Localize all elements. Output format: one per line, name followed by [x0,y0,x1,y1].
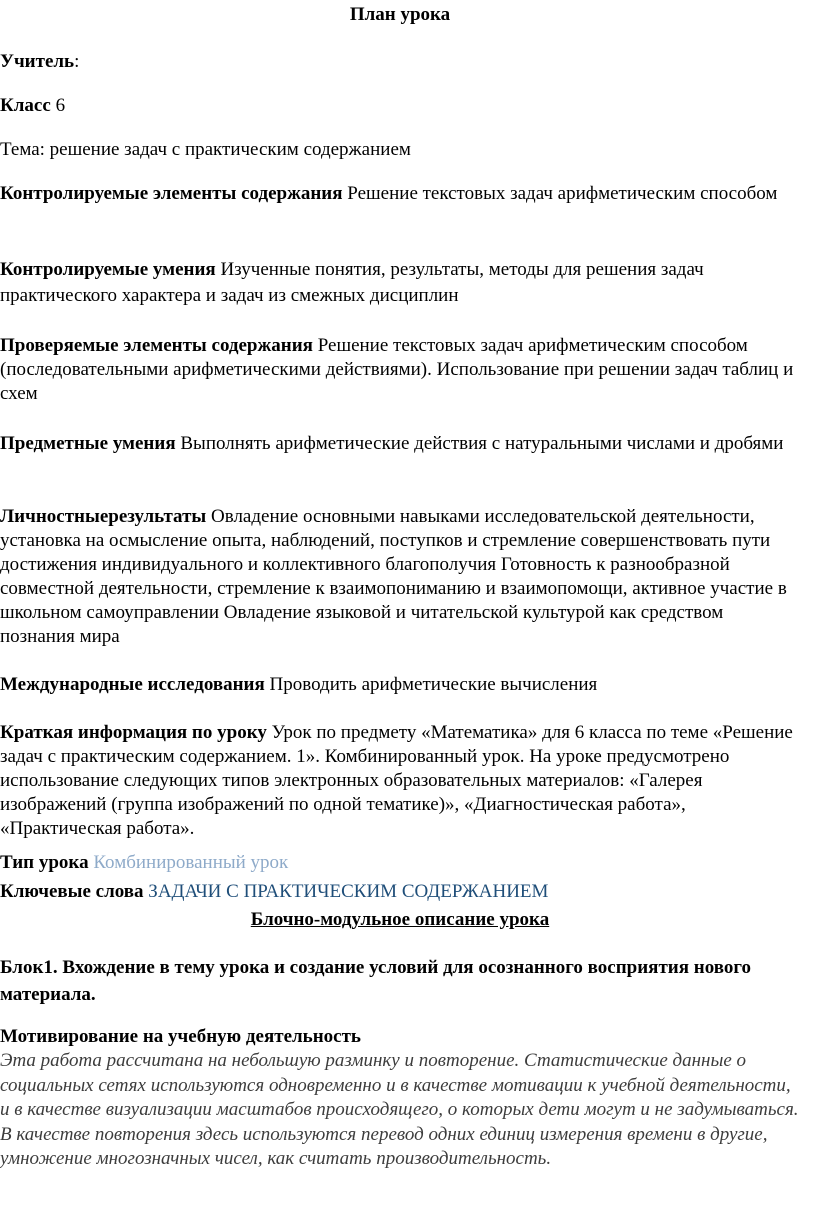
keywords-label: Ключевые слова [0,881,144,902]
lesson-type-label: Тип урока [0,852,89,873]
keywords-value: ЗАДАЧИ С ПРАКТИЧЕСКИМ СОДЕРЖАНИЕМ [148,881,549,902]
teacher-sep: : [74,51,80,72]
lesson-type-value: Комбинированный урок [93,852,289,873]
subject-skills [0,432,800,456]
block-modular-heading: Блочно-модульное описание урока [250,909,550,930]
subject-skills-label: Предметные умения [0,433,176,454]
checked-content [0,334,800,406]
teacher-label: Учитель [0,51,75,72]
personal-results-text: Овладение основными навыками исследовательской деятельности, установка на осмысление опыта, наблюдений, поступков и стремление совершенствовать пути достижения индивидуального и коллективного благополучия Готовность к разнообразной совместной деятельности, стремление к взаимопониманию и взаимопомощи, активное участие в школьном самоуправлении Овладение языковой и читательской культурой как средством познания мира [0,506,787,647]
motivation-heading: Мотивирование на учебную деятельность [0,1026,361,1047]
controlled-skills-text: Изученные понятия, результаты, методы для решения задач практического характера и задач из смежных дисциплин [0,259,704,306]
intl-research-text: Проводить арифметические вычисления [269,674,598,695]
intl-research-label: Международные исследования [0,674,265,695]
grade-value: 6 [55,95,66,116]
controlled-content-text: Решение текстовых задач арифметическим способом [347,183,778,204]
personal-results-label: Личностныерезультаты [0,506,207,527]
teacher-line [0,50,800,74]
motivation-text: Эта работа рассчитана на небольшую разминку и повторение. Статистические данные о социальных сетях используются одновременно и в качестве мотивации к учебной деятельности, и в качестве визуализации масштабов происходящего, о которых дети могут и не задумываться. В качестве повторения здесь используются перевод одних единиц измерения времени в другие, умножение многозначных чисел, как считать производительность. [0,1050,799,1169]
brief-info-label: Краткая информация по уроку [0,722,267,743]
subject-skills-text: Выполнять арифметические действия с натуральными числами и дробями [180,433,784,454]
controlled-content [0,182,800,206]
block1-heading: Блок1. Вхождение в тему урока и создание условий для осознанного восприятия нового материала. [0,957,752,1005]
brief-info [0,721,800,841]
checked-content-text: Решение текстовых задач арифметическим способом (последовательными арифметическими действиями). Использование при решении задач таблиц и схем [0,335,794,404]
personal-results [0,505,800,649]
grade-label: Класс [0,95,51,116]
grade-line [0,94,800,118]
keywords [0,880,800,904]
page-title: План урока [349,4,451,25]
brief-info-text: Урок по предмету «Математика» для 6 класса по теме «Решение задач с практическим содержанием. 1». Комбинированный урок. На уроке предусмотрено использование следующих типов электронных образовательных материалов: «Галерея изображений (группа изображений по одной тематике)», «Диагностическая работа», «Практическая работа». [0,722,793,839]
controlled-content-label: Контролируемые элементы содержания [0,183,343,204]
checked-content-label: Проверяемые элементы содержания [0,335,313,356]
topic-line: Тема: решение задач с практическим содержанием [0,139,411,160]
controlled-skills [0,257,800,309]
lesson-type [0,851,800,875]
intl-research [0,673,800,697]
controlled-skills-label: Контролируемые умения [0,259,216,280]
